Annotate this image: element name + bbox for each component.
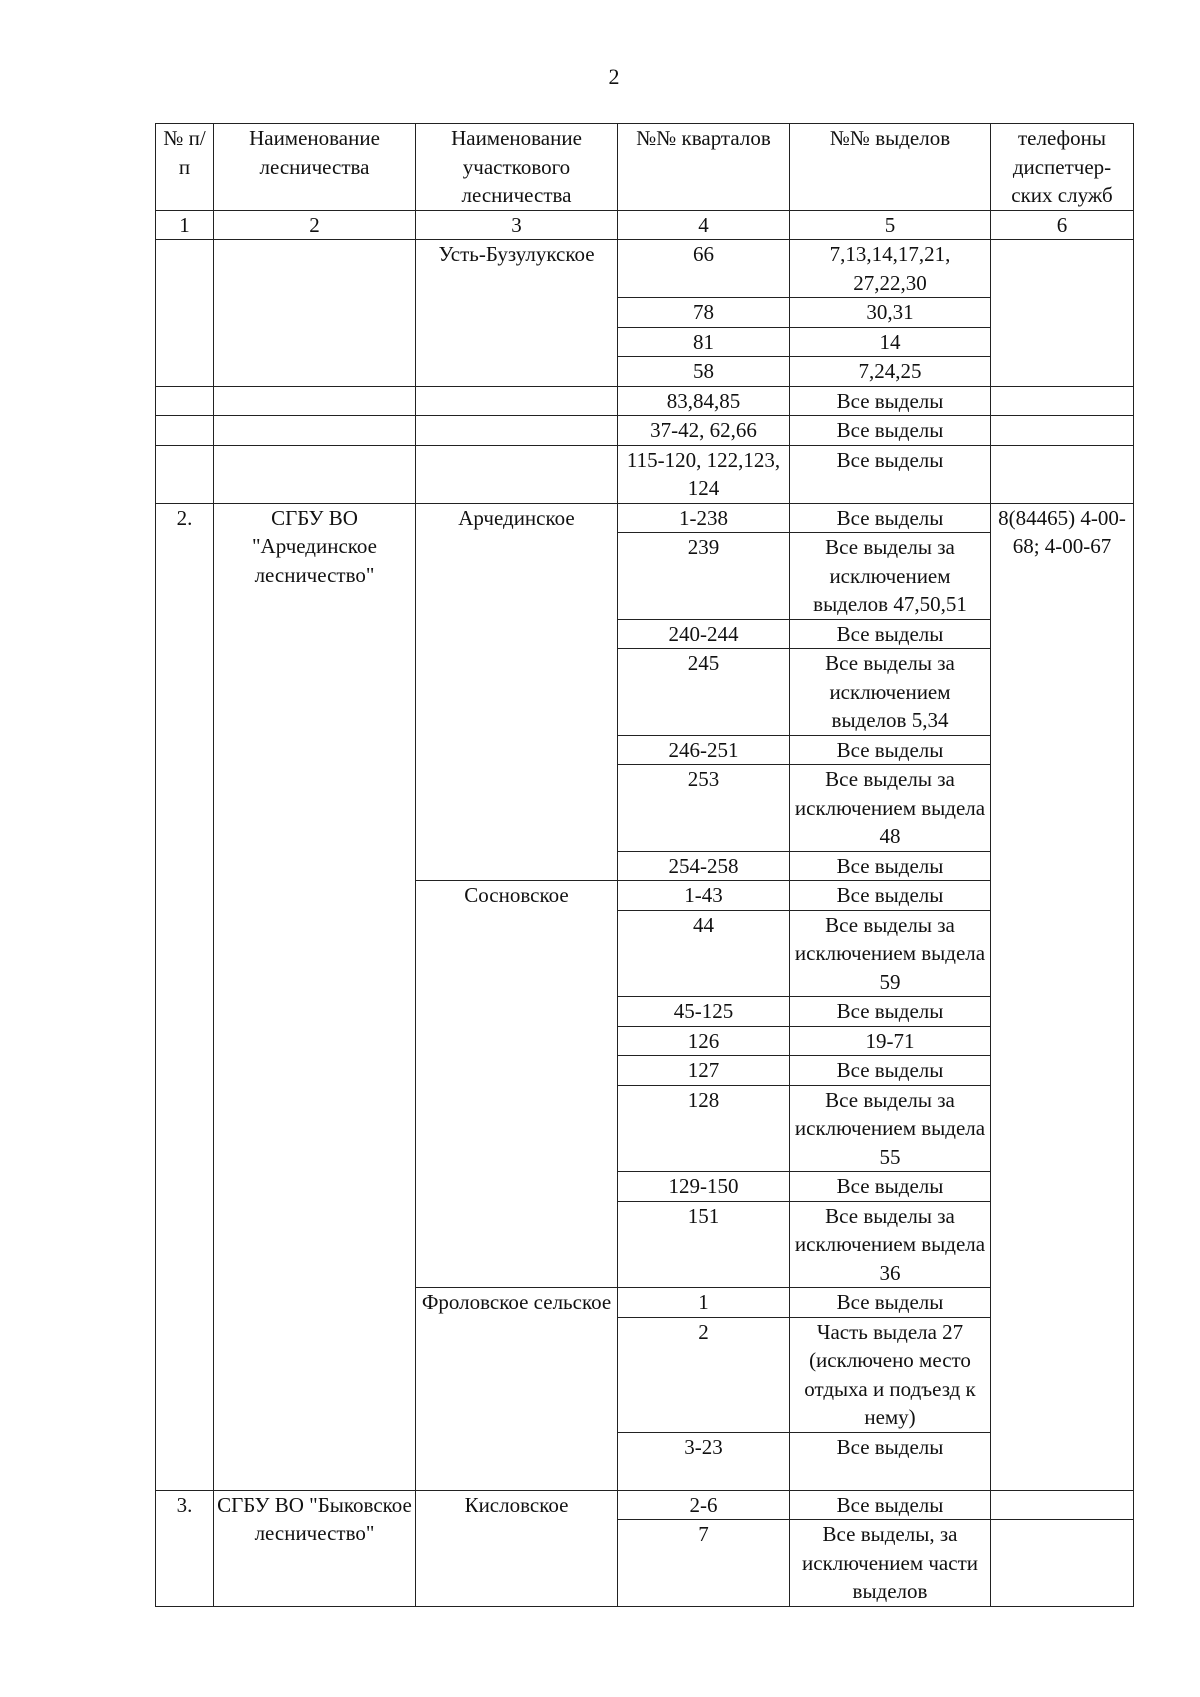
table-row bbox=[156, 503, 1134, 533]
cell-sections: Часть выдела 27 (исключено место отдыха и подъезд к нему) bbox=[790, 1317, 991, 1432]
cell-sections: Все выделы bbox=[790, 881, 991, 911]
cell-sections: Все выделы за исключением выдела 59 bbox=[790, 910, 991, 997]
cell-quarters: 78 bbox=[618, 298, 790, 328]
cell-district bbox=[416, 445, 618, 503]
cell-sections: 30,31 bbox=[790, 298, 991, 328]
cell-quarters: 246-251 bbox=[618, 735, 790, 765]
cell-district bbox=[416, 416, 618, 446]
cell-quarters: 81 bbox=[618, 327, 790, 357]
header-forestry: Наименование лесничества bbox=[214, 124, 416, 211]
cell-sections: Все выделы bbox=[790, 503, 991, 533]
cell-sections: Все выделы bbox=[790, 386, 991, 416]
cell-quarters: 44 bbox=[618, 910, 790, 997]
table-row bbox=[156, 240, 1134, 298]
cell-sections: Все выделы bbox=[790, 1490, 991, 1520]
header-district: Наименование участкового лесничества bbox=[416, 124, 618, 211]
cell-quarters: 129-150 bbox=[618, 1172, 790, 1202]
cell-sections: Все выделы за исключением выдела 36 bbox=[790, 1201, 991, 1288]
cell-quarters: 253 bbox=[618, 765, 790, 852]
cell-forestry bbox=[214, 386, 416, 416]
cell-quarters: 66 bbox=[618, 240, 790, 298]
cell-sections: Все выделы bbox=[790, 1056, 991, 1086]
page-number: 2 bbox=[608, 64, 620, 89]
cell-quarters: 58 bbox=[618, 357, 790, 387]
cell-quarters: 126 bbox=[618, 1026, 790, 1056]
header-quarters: №№ кварталов bbox=[618, 124, 790, 211]
forestry-table bbox=[155, 123, 1134, 1607]
cell-quarters: 1 bbox=[618, 1288, 790, 1318]
cell-num bbox=[156, 386, 214, 416]
cell-quarters: 3-23 bbox=[618, 1432, 790, 1490]
cell-forestry: СГБУ ВО "Быковское лесничество" bbox=[214, 1490, 416, 1606]
cell-forestry bbox=[214, 445, 416, 503]
cell-quarters: 83,84,85 bbox=[618, 386, 790, 416]
cell-num: 3. bbox=[156, 1490, 214, 1606]
cell-num bbox=[156, 240, 214, 387]
cell-sections: Все выделы за исключением выделов 5,34 bbox=[790, 649, 991, 736]
cell-num bbox=[156, 416, 214, 446]
cell-sections: Все выделы bbox=[790, 1432, 991, 1490]
cell-forestry bbox=[214, 416, 416, 446]
column-number-row bbox=[156, 210, 1134, 240]
table-row bbox=[156, 416, 1134, 446]
cell-quarters: 1-238 bbox=[618, 503, 790, 533]
column-number: 1 bbox=[156, 210, 214, 240]
table-row bbox=[156, 445, 1134, 503]
cell-forestry bbox=[214, 240, 416, 387]
cell-sections: 14 bbox=[790, 327, 991, 357]
cell-phones bbox=[991, 416, 1134, 446]
cell-sections: 7,24,25 bbox=[790, 357, 991, 387]
cell-sections: Все выделы bbox=[790, 1172, 991, 1202]
cell-phones: 8(84465) 4-00-68; 4-00-67 bbox=[991, 503, 1134, 1490]
cell-quarters: 45-125 bbox=[618, 997, 790, 1027]
cell-phones bbox=[991, 386, 1134, 416]
cell-sections: Все выделы за исключением выдела 48 bbox=[790, 765, 991, 852]
column-number: 5 bbox=[790, 210, 991, 240]
header-row bbox=[156, 124, 1134, 211]
cell-quarters: 7 bbox=[618, 1520, 790, 1607]
cell-sections: Все выделы, за исключением части выделов bbox=[790, 1520, 991, 1607]
cell-district: Сосновское bbox=[416, 881, 618, 1288]
cell-num bbox=[156, 445, 214, 503]
column-number: 4 bbox=[618, 210, 790, 240]
cell-phones bbox=[991, 1490, 1134, 1520]
cell-quarters: 1-43 bbox=[618, 881, 790, 911]
header-num: № п/п bbox=[156, 124, 214, 211]
header-phones: телефоны диспетчер-ских служб bbox=[991, 124, 1134, 211]
cell-phones bbox=[991, 1520, 1134, 1607]
cell-sections: Все выделы bbox=[790, 735, 991, 765]
table-row bbox=[156, 386, 1134, 416]
cell-quarters: 2 bbox=[618, 1317, 790, 1432]
cell-sections: Все выделы bbox=[790, 1288, 991, 1318]
cell-district: Арчединское bbox=[416, 503, 618, 881]
cell-quarters: 151 bbox=[618, 1201, 790, 1288]
cell-quarters: 240-244 bbox=[618, 619, 790, 649]
cell-quarters: 239 bbox=[618, 533, 790, 620]
cell-quarters: 245 bbox=[618, 649, 790, 736]
cell-sections: Все выделы за исключением выделов 47,50,51 bbox=[790, 533, 991, 620]
column-number: 6 bbox=[991, 210, 1134, 240]
cell-quarters: 2-6 bbox=[618, 1490, 790, 1520]
cell-num: 2. bbox=[156, 503, 214, 1490]
table-row bbox=[156, 1490, 1134, 1520]
cell-quarters: 127 bbox=[618, 1056, 790, 1086]
cell-phones bbox=[991, 240, 1134, 387]
header-sections: №№ выделов bbox=[790, 124, 991, 211]
cell-sections: 7,13,14,17,21, 27,22,30 bbox=[790, 240, 991, 298]
cell-district: Кисловское bbox=[416, 1490, 618, 1606]
cell-district: Фроловское сельское bbox=[416, 1288, 618, 1491]
cell-sections: Все выделы bbox=[790, 619, 991, 649]
cell-district bbox=[416, 386, 618, 416]
column-number: 2 bbox=[214, 210, 416, 240]
cell-forestry: СГБУ ВО "Арчединское лесничество" bbox=[214, 503, 416, 1490]
cell-sections: Все выделы за исключением выдела 55 bbox=[790, 1085, 991, 1172]
cell-sections: Все выделы bbox=[790, 851, 991, 881]
cell-quarters: 128 bbox=[618, 1085, 790, 1172]
cell-district: Усть-Бузулукское bbox=[416, 240, 618, 387]
cell-quarters: 37-42, 62,66 bbox=[618, 416, 790, 446]
cell-sections: Все выделы bbox=[790, 416, 991, 446]
column-number: 3 bbox=[416, 210, 618, 240]
cell-sections: Все выделы bbox=[790, 997, 991, 1027]
cell-quarters: 115-120, 122,123, 124 bbox=[618, 445, 790, 503]
cell-sections: 19-71 bbox=[790, 1026, 991, 1056]
cell-quarters: 254-258 bbox=[618, 851, 790, 881]
cell-sections: Все выделы bbox=[790, 445, 991, 503]
cell-phones bbox=[991, 445, 1134, 503]
